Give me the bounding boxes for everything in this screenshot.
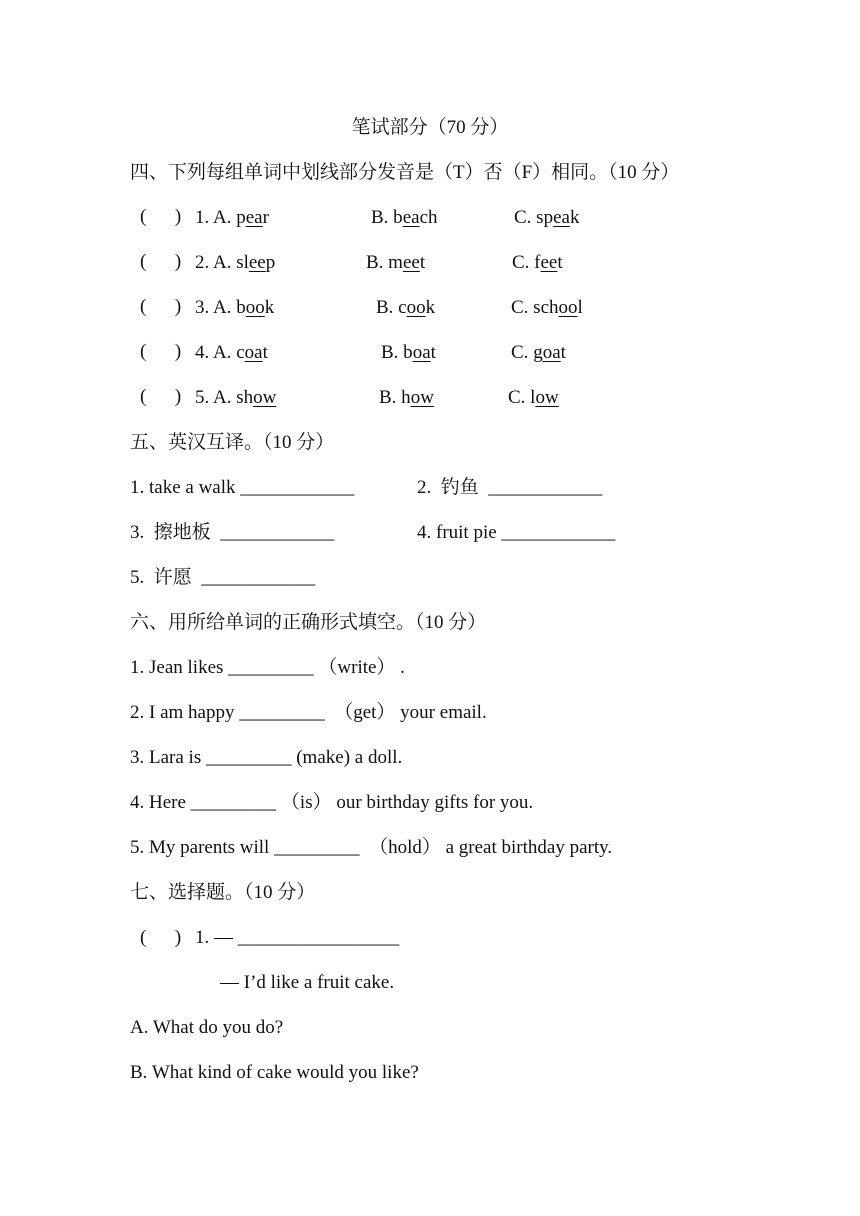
underlined-letters: oa <box>412 342 431 363</box>
underlined-letters: ow <box>410 387 434 408</box>
section-7-heading: 七、选择题。（10 分） <box>130 882 316 903</box>
section-6-heading: 六、用所给单词的正确形式填空。（10 分） <box>130 612 487 633</box>
underlined-letters: ea <box>245 207 263 228</box>
underlined-letters: ee <box>248 252 266 273</box>
fill-item-3[interactable]: 3. Lara is _________ (make) a doll. <box>130 747 403 768</box>
underlined-letters: oo <box>245 297 265 318</box>
answer-paren[interactable]: ( ) <box>140 206 182 227</box>
option-b: B. boat <box>381 342 436 363</box>
fill-item-5[interactable]: 5. My parents will _________ （hold） a great birthday party. <box>130 837 613 858</box>
option-a: 1. A. pear <box>195 207 269 228</box>
fill-item-2[interactable]: 2. I am happy _________ （get） your email. <box>130 702 487 723</box>
option-b: B. cook <box>376 297 436 318</box>
choice-question-1-reply: — I’d like a fruit cake. <box>220 972 395 993</box>
choice-question-1[interactable]: 1. — _________________ <box>195 927 400 948</box>
fill-item-1[interactable]: 1. Jean likes _________ （write） . <box>130 657 405 678</box>
translate-item-1[interactable]: 1. take a walk ____________ <box>130 477 355 498</box>
underlined-letters: oo <box>406 297 426 318</box>
option-a: 3. A. book <box>195 297 275 318</box>
underlined-letters: ea <box>402 207 420 228</box>
section-5-heading: 五、英汉互译。（10 分） <box>130 432 335 453</box>
option-c: C. school <box>511 297 583 318</box>
option-a: 4. A. coat <box>195 342 268 363</box>
option-b: B. how <box>379 387 434 408</box>
underlined-letters: ow <box>253 387 277 408</box>
underlined-letters: goa <box>533 342 561 363</box>
answer-paren[interactable]: ( ) <box>140 927 182 948</box>
underlined-letters: ee <box>402 252 420 273</box>
answer-paren[interactable]: ( ) <box>140 296 182 317</box>
option-a: 2. A. sleep <box>195 252 276 273</box>
underlined-letters: ea <box>553 207 570 228</box>
section-4-heading: 四、下列每组单词中划线部分发音是（T）否（F）相同。（10 分） <box>130 162 680 183</box>
underlined-letters: ee <box>540 252 558 273</box>
underlined-letters: oa <box>244 342 263 363</box>
translate-item-3[interactable]: 3. 擦地板 ____________ <box>130 522 335 543</box>
translate-item-5[interactable]: 5. 许愿 ____________ <box>130 567 316 588</box>
answer-paren[interactable]: ( ) <box>140 386 182 407</box>
option-c: C. speak <box>514 207 580 228</box>
underlined-letters: ow <box>535 387 559 408</box>
choice-option-a[interactable]: A. What do you do? <box>130 1017 284 1038</box>
option-a: 5. A. show <box>195 387 277 408</box>
option-b: B. meet <box>366 252 426 273</box>
choice-option-b[interactable]: B. What kind of cake would you like? <box>130 1062 419 1083</box>
fill-item-4[interactable]: 4. Here _________ （is） our birthday gifts for you. <box>130 792 534 813</box>
option-c: C. goat <box>511 342 566 363</box>
underlined-letters: oo <box>558 297 578 318</box>
answer-paren[interactable]: ( ) <box>140 341 182 362</box>
option-c: C. low <box>508 387 559 408</box>
translate-item-4[interactable]: 4. fruit pie ____________ <box>417 522 616 543</box>
answer-paren[interactable]: ( ) <box>140 251 182 272</box>
option-b: B. beach <box>371 207 438 228</box>
option-c: C. feet <box>512 252 563 273</box>
page-title: 笔试部分（70 分） <box>351 117 509 138</box>
translate-item-2[interactable]: 2. 钓鱼 ____________ <box>417 477 603 498</box>
